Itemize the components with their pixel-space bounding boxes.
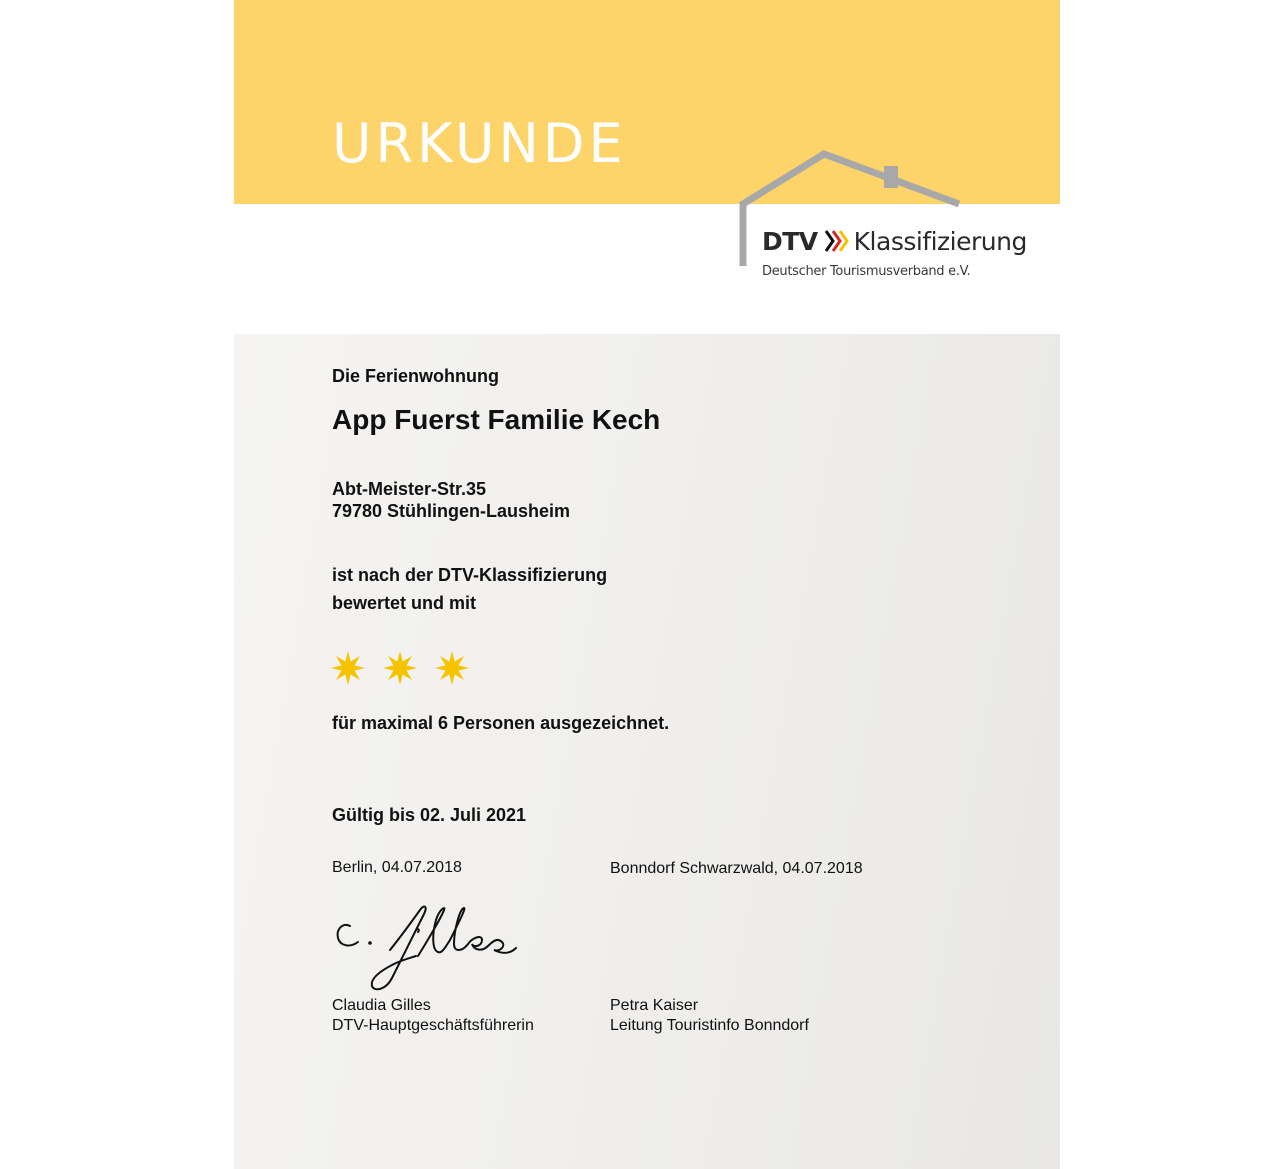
- rating-text-line2: bewertet und mit: [332, 593, 477, 613]
- logo-brand: DTV: [762, 226, 818, 256]
- body-panel: [234, 334, 1060, 1169]
- property-name: App Fuerst Familie Kech: [332, 404, 661, 435]
- star-rating: [330, 648, 474, 688]
- star-icon: [331, 651, 365, 685]
- signer-right-role: Leitung Touristinfo Bonndorf: [610, 1017, 809, 1034]
- place-date-left: Berlin, 04.07.2018: [332, 859, 462, 876]
- handwritten-signature: [332, 900, 522, 996]
- certificate: [234, 0, 1060, 1169]
- place-date-right: Bonndorf Schwarzwald, 04.07.2018: [610, 860, 863, 877]
- logo-product: Klassifizierung: [853, 226, 1027, 256]
- address-street: Abt-Meister-Str.35: [332, 479, 487, 499]
- signer-left-role: DTV-Hauptgeschäftsführerin: [332, 1017, 534, 1034]
- address-city: 79780 Stühlingen-Lausheim: [332, 501, 571, 521]
- star-icon: [383, 651, 417, 685]
- signer-right-name: Petra Kaiser: [610, 997, 699, 1014]
- lead-text: Die Ferienwohnung: [332, 366, 500, 386]
- valid-until: Gültig bis 02. Juli 2021: [332, 805, 527, 825]
- rating-text-line1: ist nach der DTV-Klassifizierung: [332, 565, 608, 585]
- persons-text: für maximal 6 Personen ausgezeichnet.: [332, 713, 670, 733]
- certificate-title: URKUNDE: [332, 112, 627, 175]
- logo-subtitle: Deutscher Tourismusverband e.V.: [762, 264, 971, 279]
- signer-left-name: Claudia Gilles: [332, 997, 431, 1014]
- star-icon: [435, 651, 469, 685]
- dtv-logo: [762, 224, 1027, 258]
- chevrons-icon: [824, 228, 850, 254]
